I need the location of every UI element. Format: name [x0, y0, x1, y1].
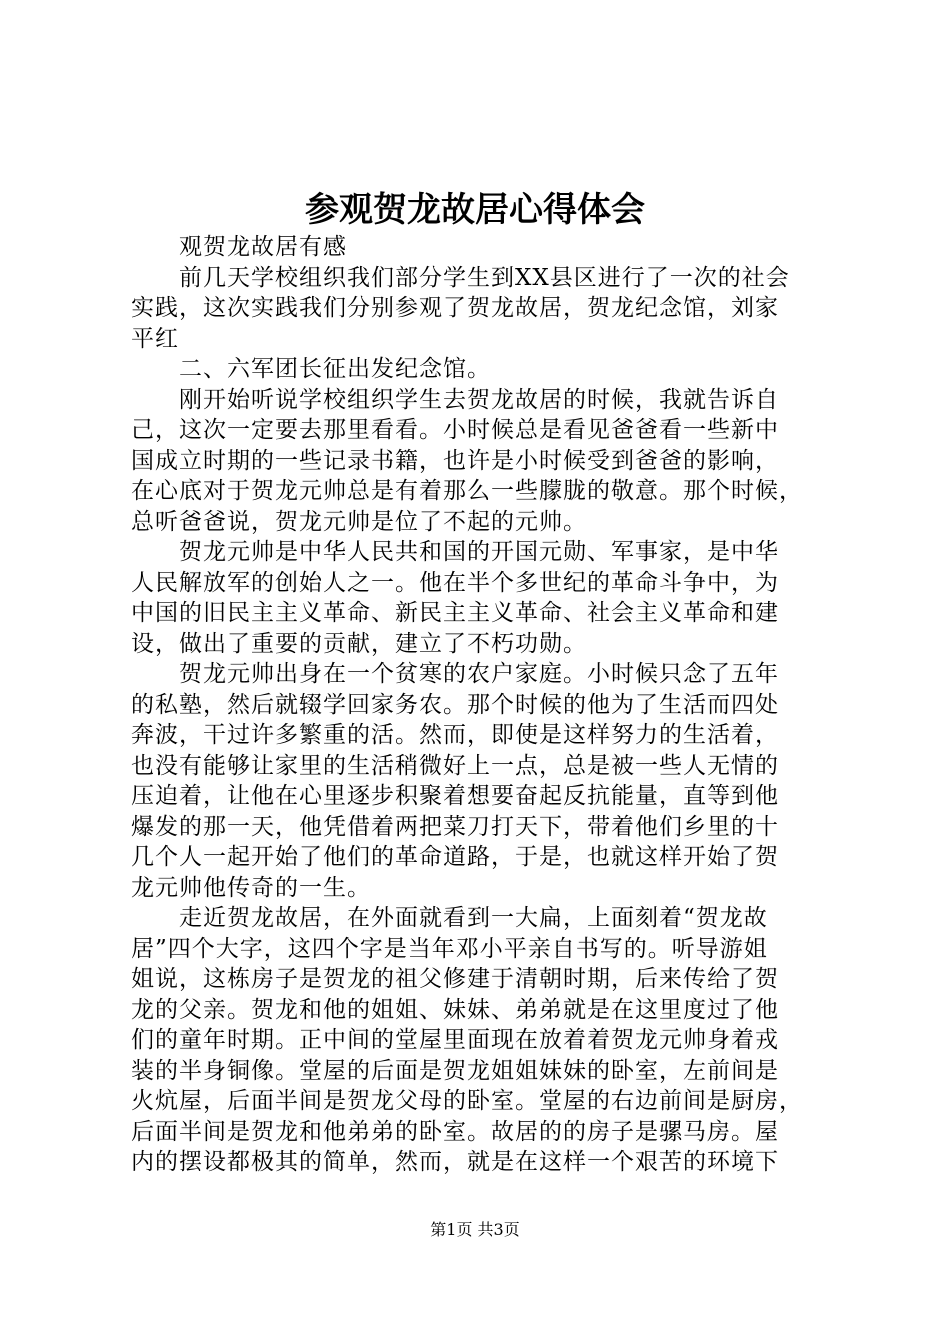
page-title: 参观贺龙故居心得体会	[305, 190, 645, 230]
text-line: 居”四个大字，这四个字是当年邓小平亲自书写的。听导游姐	[131, 935, 768, 962]
text-line: 装的半身铜像。堂屋的后面是贺龙姐姐妹妹的卧室，左前间是	[131, 1057, 779, 1084]
text-line: 几个人一起开始了他们的革命道路，于是，也就这样开始了贺	[131, 844, 779, 870]
text-line: 实践，这次实践我们分别参观了贺龙故居，贺龙纪念馆，刘家	[131, 295, 779, 321]
text-line: 二、六军团长征出发纪念馆。	[179, 356, 491, 382]
text-line: 人民解放军的创始人之一。他在半个多世纪的革命斗争中，为	[131, 569, 779, 596]
text-line: 在心底对于贺龙元帅总是有着那么一些朦胧的敬意。那个时候，	[131, 478, 803, 504]
text-line: 火炕屋，后面半间是贺龙父母的卧室。堂屋的右边前间是厨房，	[131, 1088, 803, 1114]
text-line: 观贺龙故居有感	[179, 234, 347, 260]
text-line: 压迫着，让他在心里逐步积聚着想要奋起反抗能量，直等到他	[131, 783, 779, 809]
text-line: 总听爸爸说，贺龙元帅是位了不起的元帅。	[131, 508, 587, 535]
text-line: 爆发的那一天，他凭借着两把菜刀打天下，带着他们乡里的十	[131, 813, 779, 840]
text-line: 己，这次一定要去那里看看。小时候总是看见爸爸看一些新中	[131, 417, 779, 443]
text-line: 走近贺龙故居，在外面就看到一大扁，上面刻着“贺龙故	[179, 905, 768, 931]
text-line: 奔波，干过许多繁重的活。然而，即使是这样努力的生活着，	[131, 722, 779, 748]
text-line: 也没有能够让家里的生活稍微好上一点，总是被一些人无情的	[131, 752, 779, 779]
text-line: 后面半间是贺龙和他弟弟的卧室。故居的的房子是骡马房。屋	[131, 1118, 779, 1145]
text-line: 设，做出了重要的贡献，建立了不朽功勋。	[131, 630, 587, 657]
text-line: 的私塾，然后就辍学回家务农。那个时候的他为了生活而四处	[131, 691, 779, 718]
text-line: 龙的父亲。贺龙和他的姐姐、妹妹、弟弟就是在这里度过了他	[131, 996, 779, 1023]
text-line: 贺龙元帅是中华人民共和国的开国元勋、军事家，是中华	[179, 539, 779, 565]
text-line: 中国的旧民主主义革命、新民主主义革命、社会主义革命和建	[131, 600, 779, 626]
document-body	[131, 232, 831, 1178]
text-line: 姐说，这栋房子是贺龙的祖父修建于清朝时期，后来传给了贺	[131, 966, 779, 992]
text-line: 前几天学校组织我们部分学生到XX县区进行了一次的社会	[179, 264, 790, 291]
text-line: 刚开始听说学校组织学生去贺龙故居的时候，我就告诉自	[179, 386, 779, 413]
text-line: 贺龙元帅出身在一个贫寒的农户家庭。小时候只念了五年	[179, 661, 779, 687]
text-line: 龙元帅他传奇的一生。	[131, 874, 371, 901]
text-line: 平红	[131, 325, 179, 352]
text-line: 们的童年时期。正中间的堂屋里面现在放着着贺龙元帅身着戎	[131, 1027, 779, 1053]
text-line: 国成立时期的一些记录书籍，也许是小时候受到爸爸的影响，	[131, 447, 779, 474]
text-line: 内的摆设都极其的简单，然而，就是在这样一个艰苦的环境下	[131, 1149, 779, 1175]
page-footer: 第1页 共3页	[430, 1220, 520, 1239]
